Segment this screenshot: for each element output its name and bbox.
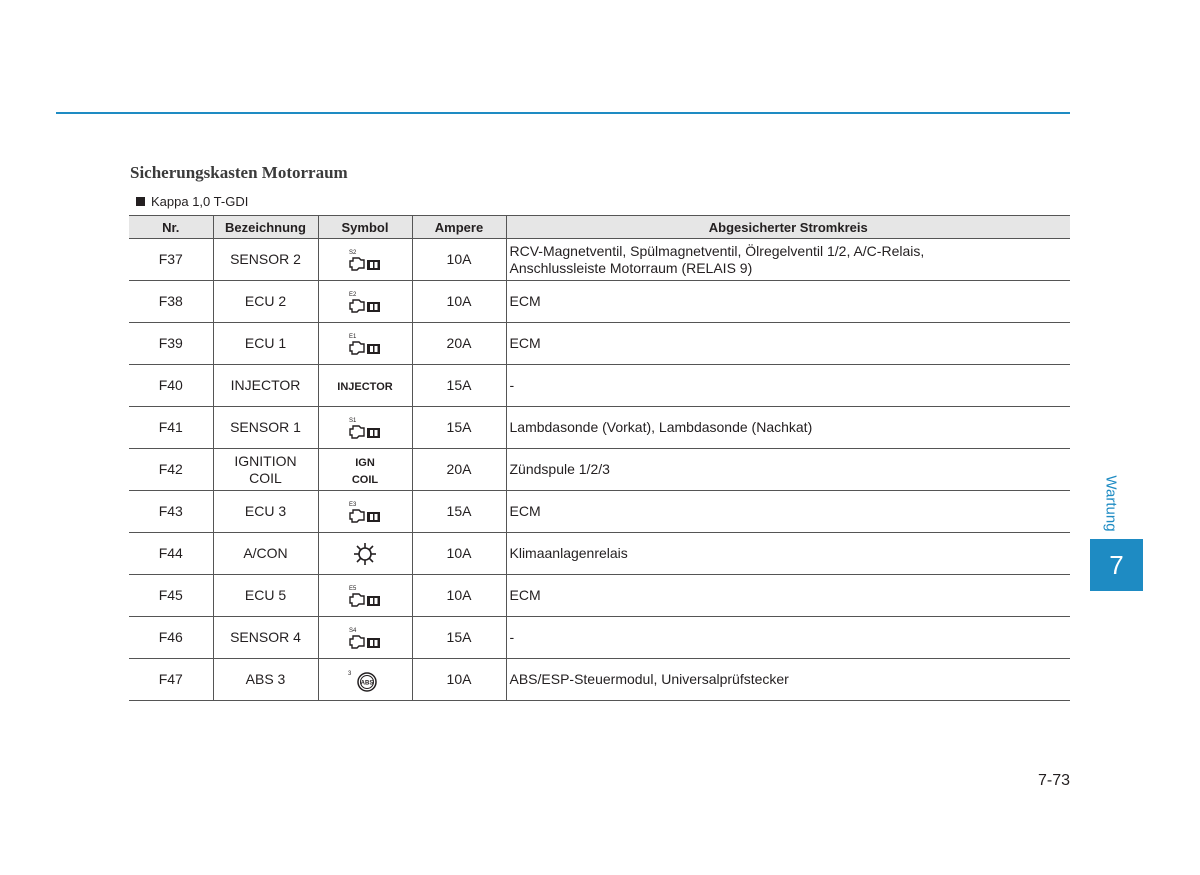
circuit-line: Lambdasonde (Vorkat), Lambdasonde (Nachkat) <box>509 419 813 435</box>
fuse-ampere: 10A <box>412 575 506 617</box>
circuit-line: Anschlussleiste Motorraum (RELAIS 9) <box>509 259 753 276</box>
snowflake-icon <box>352 541 378 567</box>
fuse-name: ECU 5 <box>244 587 287 603</box>
fuse-symbol <box>318 407 412 449</box>
fuse-number: F42 <box>129 449 213 491</box>
engine-icon <box>346 331 384 357</box>
fuse-ampere: 20A <box>412 323 506 365</box>
fuse-symbol <box>318 491 412 533</box>
circuit-line: ECM <box>509 293 541 309</box>
fuse-name: ECU 2 <box>244 293 287 309</box>
fuse-designation <box>213 533 318 575</box>
fuse-number: F38 <box>129 281 213 323</box>
fuse-designation <box>213 323 318 365</box>
circuit-line: Klimaanlagenrelais <box>509 545 628 561</box>
column-header-stromkreis: Abgesicherter Stromkreis <box>506 216 1070 239</box>
fuse-designation <box>213 239 318 281</box>
fuse-ampere: 10A <box>412 239 506 281</box>
fuse-number: F45 <box>129 575 213 617</box>
chapter-label: Wartung <box>1102 475 1120 532</box>
fuse-designation <box>213 659 318 701</box>
engine-icon <box>346 625 384 651</box>
table-header-row <box>129 216 1070 239</box>
circuit-line: RCV-Magnetventil, Spülmagnetventil, Ölregelventil 1/2, A/C-Relais, <box>509 242 925 259</box>
fuse-circuit <box>506 239 1070 281</box>
table-row <box>129 659 1070 701</box>
fuse-ampere: 20A <box>412 449 506 491</box>
circuit-line: ECM <box>509 335 541 351</box>
fuse-symbol <box>318 617 412 659</box>
column-header-symbol: Symbol <box>318 216 412 239</box>
fuse-number: F39 <box>129 323 213 365</box>
fuse-table <box>129 215 1070 701</box>
table-row <box>129 617 1070 659</box>
fuse-circuit <box>506 323 1070 365</box>
engine-icon <box>346 415 384 441</box>
fuse-number: F43 <box>129 491 213 533</box>
fuse-number: F46 <box>129 617 213 659</box>
circuit-line: - <box>509 377 515 393</box>
fuse-circuit <box>506 491 1070 533</box>
fuse-designation <box>213 449 318 491</box>
fuse-name: INJECTOR <box>230 377 301 393</box>
fuse-circuit <box>506 449 1070 491</box>
table-row <box>129 407 1070 449</box>
column-header-nr: Nr. <box>129 216 213 239</box>
fuse-circuit <box>506 281 1070 323</box>
circuit-line: Zündspule 1/2/3 <box>509 461 610 477</box>
symbol-text: IGN COIL <box>351 456 379 486</box>
svg-text:3: 3 <box>348 670 352 677</box>
fuse-name: SENSOR 2 <box>230 251 301 267</box>
fuse-name: SENSOR 1 <box>230 419 301 435</box>
abs-icon <box>347 667 383 693</box>
chapter-number-tab: 7 <box>1090 539 1143 591</box>
fuse-name: ECU 3 <box>244 503 287 519</box>
fuse-name-line: IGNITION <box>234 452 297 469</box>
fuse-number: F41 <box>129 407 213 449</box>
table-row <box>129 323 1070 365</box>
fuse-circuit <box>506 659 1070 701</box>
fuse-symbol <box>318 239 412 281</box>
symbol-label: E5 <box>349 585 357 592</box>
page-number: 7-73 <box>1037 772 1070 789</box>
fuse-designation <box>213 407 318 449</box>
fuse-circuit <box>506 407 1070 449</box>
svg-text:ABS: ABS <box>360 680 374 686</box>
fuse-designation <box>213 365 318 407</box>
engine-icon <box>346 583 384 609</box>
table-row <box>129 491 1070 533</box>
symbol-label: E3 <box>349 501 357 508</box>
fuse-circuit <box>506 533 1070 575</box>
symbol-label: E1 <box>349 333 357 340</box>
section-title: Sicherungskasten Motorraum <box>130 163 348 182</box>
engine-variant-label <box>136 194 248 209</box>
square-bullet-icon <box>136 197 145 206</box>
table-row <box>129 365 1070 407</box>
fuse-name: SENSOR 4 <box>230 629 301 645</box>
fuse-ampere: 15A <box>412 407 506 449</box>
fuse-symbol <box>318 659 412 701</box>
fuse-name: ECU 1 <box>244 335 287 351</box>
fuse-designation <box>213 491 318 533</box>
circuit-line: - <box>509 629 515 645</box>
engine-icon <box>346 289 384 315</box>
column-header-bezeichnung: Bezeichnung <box>213 216 318 239</box>
fuse-ampere: 15A <box>412 617 506 659</box>
engine-icon <box>346 247 384 273</box>
symbol-label: S1 <box>349 417 357 424</box>
fuse-designation <box>213 617 318 659</box>
fuse-number: F44 <box>129 533 213 575</box>
table-row <box>129 575 1070 617</box>
fuse-name: A/CON <box>243 545 288 561</box>
table-row <box>129 449 1070 491</box>
fuse-symbol <box>318 365 412 407</box>
fuse-number: F37 <box>129 239 213 281</box>
circuit-line: ECM <box>509 587 541 603</box>
column-header-ampere: Ampere <box>412 216 506 239</box>
fuse-symbol <box>318 533 412 575</box>
fuse-symbol <box>318 449 412 491</box>
fuse-circuit <box>506 575 1070 617</box>
engine-icon <box>346 499 384 525</box>
engine-variant-text: Kappa 1,0 T-GDI <box>151 194 249 209</box>
circuit-line: ABS/ESP-Steuermodul, Universalprüfstecker <box>509 671 789 687</box>
table-row <box>129 533 1070 575</box>
table-row <box>129 239 1070 281</box>
fuse-symbol <box>318 323 412 365</box>
fuse-number: F40 <box>129 365 213 407</box>
symbol-label: S2 <box>349 249 357 256</box>
fuse-circuit <box>506 365 1070 407</box>
fuse-designation <box>213 575 318 617</box>
fuse-ampere: 15A <box>412 365 506 407</box>
fuse-ampere: 15A <box>412 491 506 533</box>
top-rule <box>56 112 1070 114</box>
fuse-designation <box>213 281 318 323</box>
fuse-ampere: 10A <box>412 281 506 323</box>
table-row <box>129 281 1070 323</box>
circuit-line: ECM <box>509 503 541 519</box>
fuse-name-line: COIL <box>249 469 282 486</box>
fuse-number: F47 <box>129 659 213 701</box>
symbol-label: S4 <box>349 627 357 634</box>
fuse-name: ABS 3 <box>245 671 286 687</box>
fuse-symbol <box>318 281 412 323</box>
symbol-label: E2 <box>349 291 357 298</box>
fuse-circuit <box>506 617 1070 659</box>
fuse-ampere: 10A <box>412 533 506 575</box>
symbol-text: INJECTOR <box>337 381 393 393</box>
fuse-symbol <box>318 575 412 617</box>
fuse-ampere: 10A <box>412 659 506 701</box>
